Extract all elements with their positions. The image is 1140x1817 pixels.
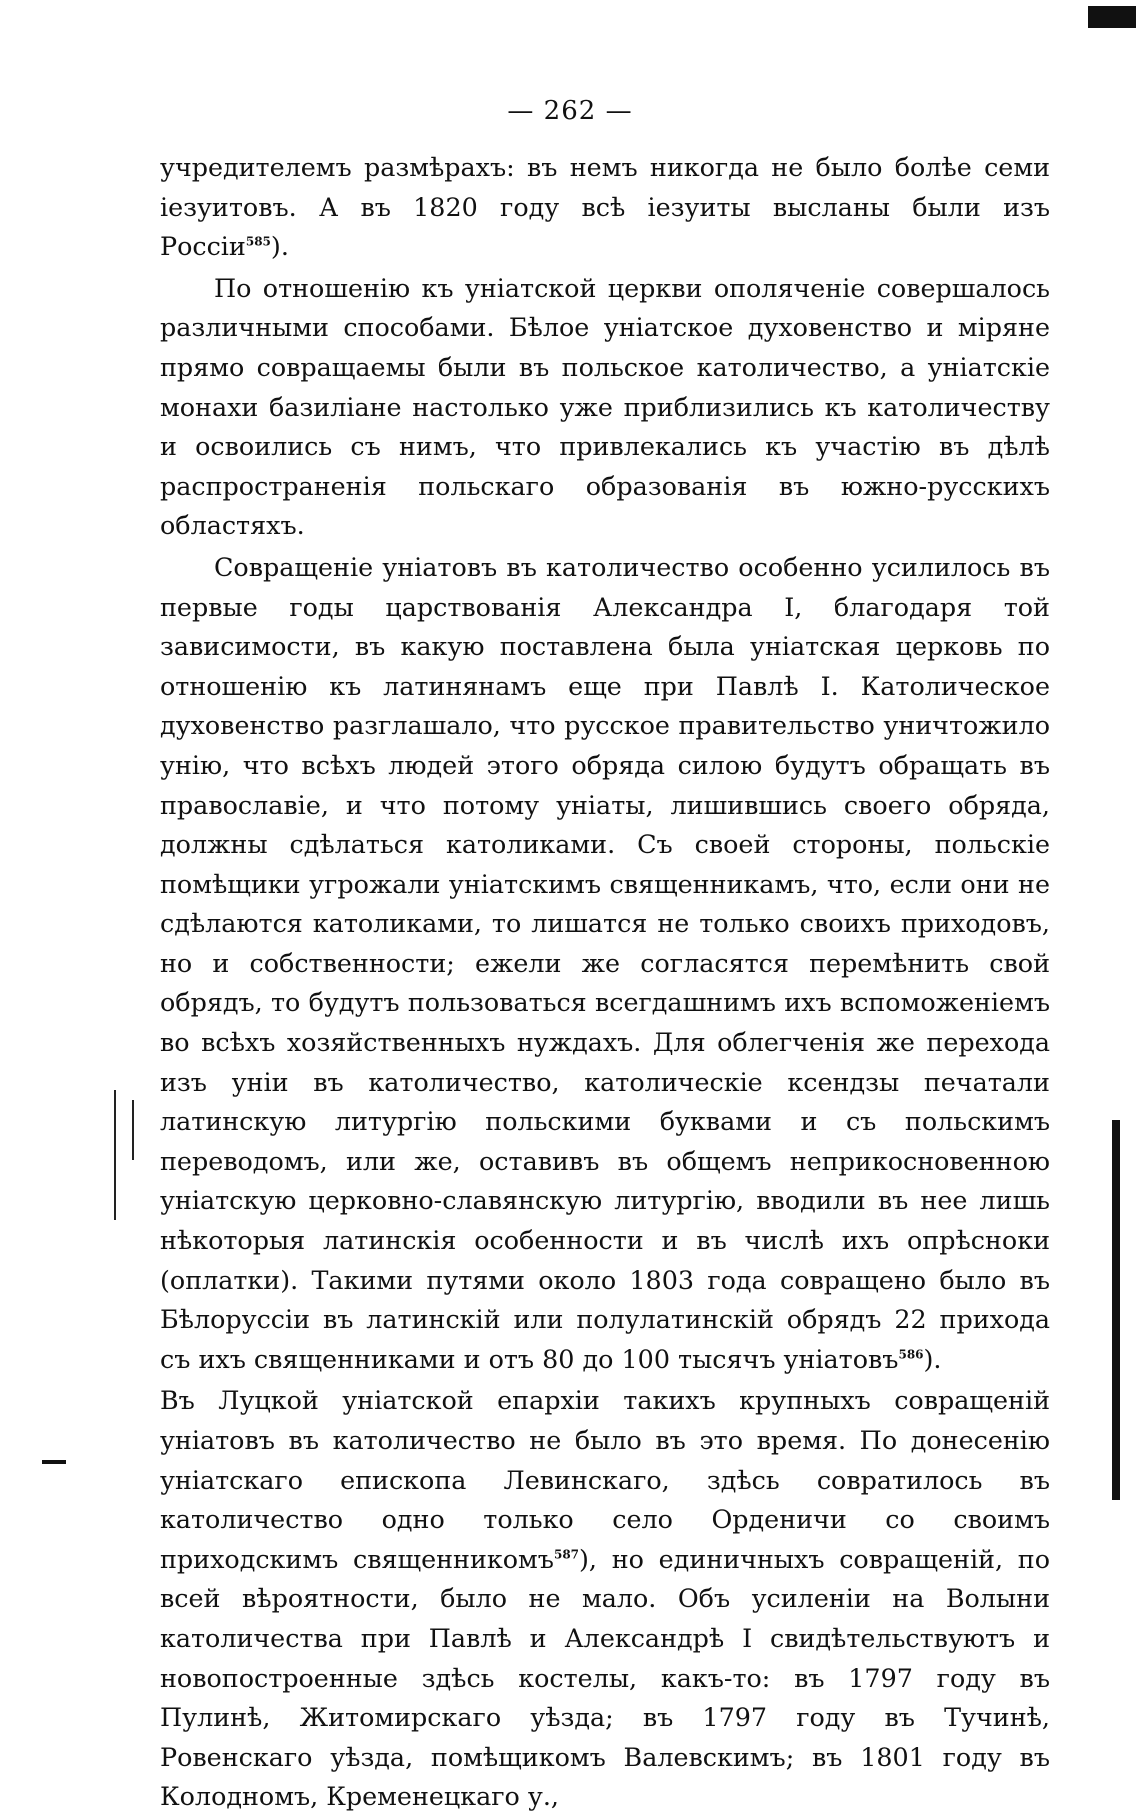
paragraph-text: Въ Луцкой уніатской епархіи такихъ крупныхъ совращеній уніатовъ въ католичество не было въ это время. По донесенію уніатскаго епископа Левинскаго, здѣсь совратилось въ католичество одно только село Орденичи со своимъ приходскимъ священникомъ	[160, 1385, 1050, 1574]
paragraph-lutsk-eparchy	[160, 1381, 1050, 1817]
paragraph-tail: ).	[923, 1343, 942, 1374]
paragraph-text: Совращеніе уніатовъ въ католичество особенно усилилось въ первые годы царствованія Александра I, благодаря той зависимости, въ какую поставлена была уніатская церковь по отношенію къ латинянамъ еще при Павлѣ I. Католическое духовенство разглашало, что русское правительство уничтожило унію, что всѣхъ людей этого обряда силою будутъ обращать въ православіе, и что потому уніаты, лишившись своего обряда, должны сдѣлаться католиками. Съ своей стороны, польскіе помѣщики угрожали уніатскимъ священникамъ, что, если они не сдѣлаются католиками, то лишатся не только своихъ приходовъ, но и собственности; ежели же согласятся перемѣнить свой обрядъ, то будутъ пользоваться всегдашнимъ ихъ вспоможеніемъ во всѣхъ хозяйственныхъ нуждахъ. Для облегченія же перехода изъ уніи въ католичество, католическіе ксендзы печатали латинскую литургію польскими буквами и съ польскимъ переводомъ, или же, оставивъ въ общемъ неприкосновенною уніатскую церковно-славянскую литургію, вводили въ нее лишь нѣкоторыя латинскія особенности и въ числѣ ихъ опрѣсноки (оплатки). Такими путями около 1803 года совращено было въ Бѣлоруссіи въ латинскій или полулатинскій обрядъ 22 прихода съ ихъ священниками и отъ 80 до 100 тысячъ уніатовъ	[160, 551, 1050, 1374]
paragraph-text: По отношенію къ уніатской церкви ополяченіе совершалось различными способами. Бѣлое уніатское духовенство и міряне прямо совращаемы были въ польское католичество, а уніатскіе монахи базиліане настолько уже приблизились къ католичеству и освоились съ нимъ, что привлекались къ участію въ дѣлѣ распространенія польскаго образованія въ южно-русскихъ областяхъ.	[160, 272, 1050, 541]
paragraph-text: учредителемъ размѣрахъ: въ немъ никогда не было болѣе семи іезуитовъ. А въ 1820 году всѣ іезуиты высланы были изъ Россіи	[160, 152, 1050, 262]
paragraph-tail: ), но единичныхъ совращеній, по всей вѣроятности, было не мало. Объ усиленіи на Волыни католичества при Павлѣ и Александрѣ I свидѣтельствуютъ и новопостроенные здѣсь костелы, какъ-то: въ 1797 году въ Пулинѣ, Житомирскаго уѣзда; въ 1797 году въ Тучинѣ, Ровенскаго уѣзда, помѣщикомъ Валевскимъ; въ 1801 году въ Колодномъ, Кременецкаго у.,	[160, 1543, 1050, 1812]
margin-pencil-line	[132, 1100, 134, 1160]
paragraph-conversion	[160, 548, 1050, 1379]
footnote-marker: 585	[245, 234, 271, 249]
body-text	[160, 148, 1050, 1817]
scan-edge-bar	[1112, 1120, 1120, 1500]
paragraph-continuation	[160, 148, 1050, 267]
paragraph-tail: ).	[270, 231, 289, 262]
footnote-marker: 587	[553, 1547, 580, 1562]
footnote-marker: 586	[898, 1347, 924, 1362]
paragraph-uniate-church	[160, 269, 1050, 546]
scan-corner-mark	[1088, 6, 1136, 28]
scan-left-dash	[42, 1460, 66, 1464]
page-number: — 262 —	[507, 96, 633, 126]
margin-pencil-line	[114, 1090, 116, 1220]
